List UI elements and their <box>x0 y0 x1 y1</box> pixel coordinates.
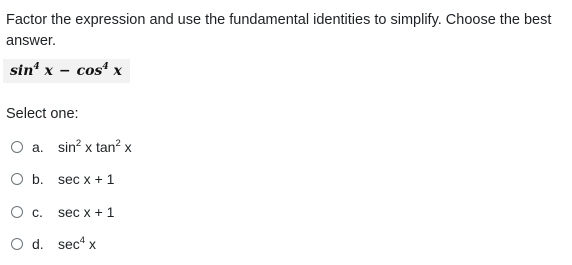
option-d-exponent1: 4 <box>79 235 86 246</box>
option-d-part1: sec <box>58 236 80 252</box>
question-text: Factor the expression and use the fundamental identities to simplify. Choose the best answer. <box>6 12 552 49</box>
expression-term2: cos <box>76 63 103 79</box>
option-letter: a. <box>32 139 44 155</box>
expression <box>3 59 130 83</box>
option-a-part1: sin <box>58 139 76 155</box>
expression-operator: − <box>58 63 71 79</box>
option-c[interactable] <box>11 199 114 225</box>
radio-button-d[interactable] <box>11 238 23 250</box>
option-letter: c. <box>32 204 43 220</box>
expression-term1: sin <box>10 63 34 79</box>
option-a-exponent2: 2 <box>115 138 121 149</box>
option-a-part3: x <box>120 139 132 155</box>
option-d-part2: x <box>85 236 96 252</box>
option-letter: b. <box>32 171 44 187</box>
option-a-answer <box>58 139 132 155</box>
radio-button-a[interactable] <box>11 141 23 153</box>
expression-term1-exponent: 4 <box>33 62 40 72</box>
option-d-answer <box>58 236 96 252</box>
radio-button-c[interactable] <box>11 206 23 218</box>
option-a-exponent1: 2 <box>75 138 82 149</box>
option-a[interactable] <box>11 134 132 160</box>
option-b[interactable] <box>11 166 114 192</box>
expression-term2-exponent: 4 <box>102 62 109 72</box>
option-c-answer: sec x + 1 <box>58 204 115 220</box>
radio-button-b[interactable] <box>11 173 23 185</box>
expression-term2-variable: x <box>113 63 122 79</box>
select-prompt: Select one: <box>6 106 79 122</box>
option-a-part2: x tan <box>81 139 116 155</box>
option-b-answer: sec x + 1 <box>58 171 115 187</box>
option-d[interactable] <box>11 231 96 257</box>
expression-term1-variable: x <box>44 63 53 79</box>
option-letter: d. <box>32 236 44 252</box>
